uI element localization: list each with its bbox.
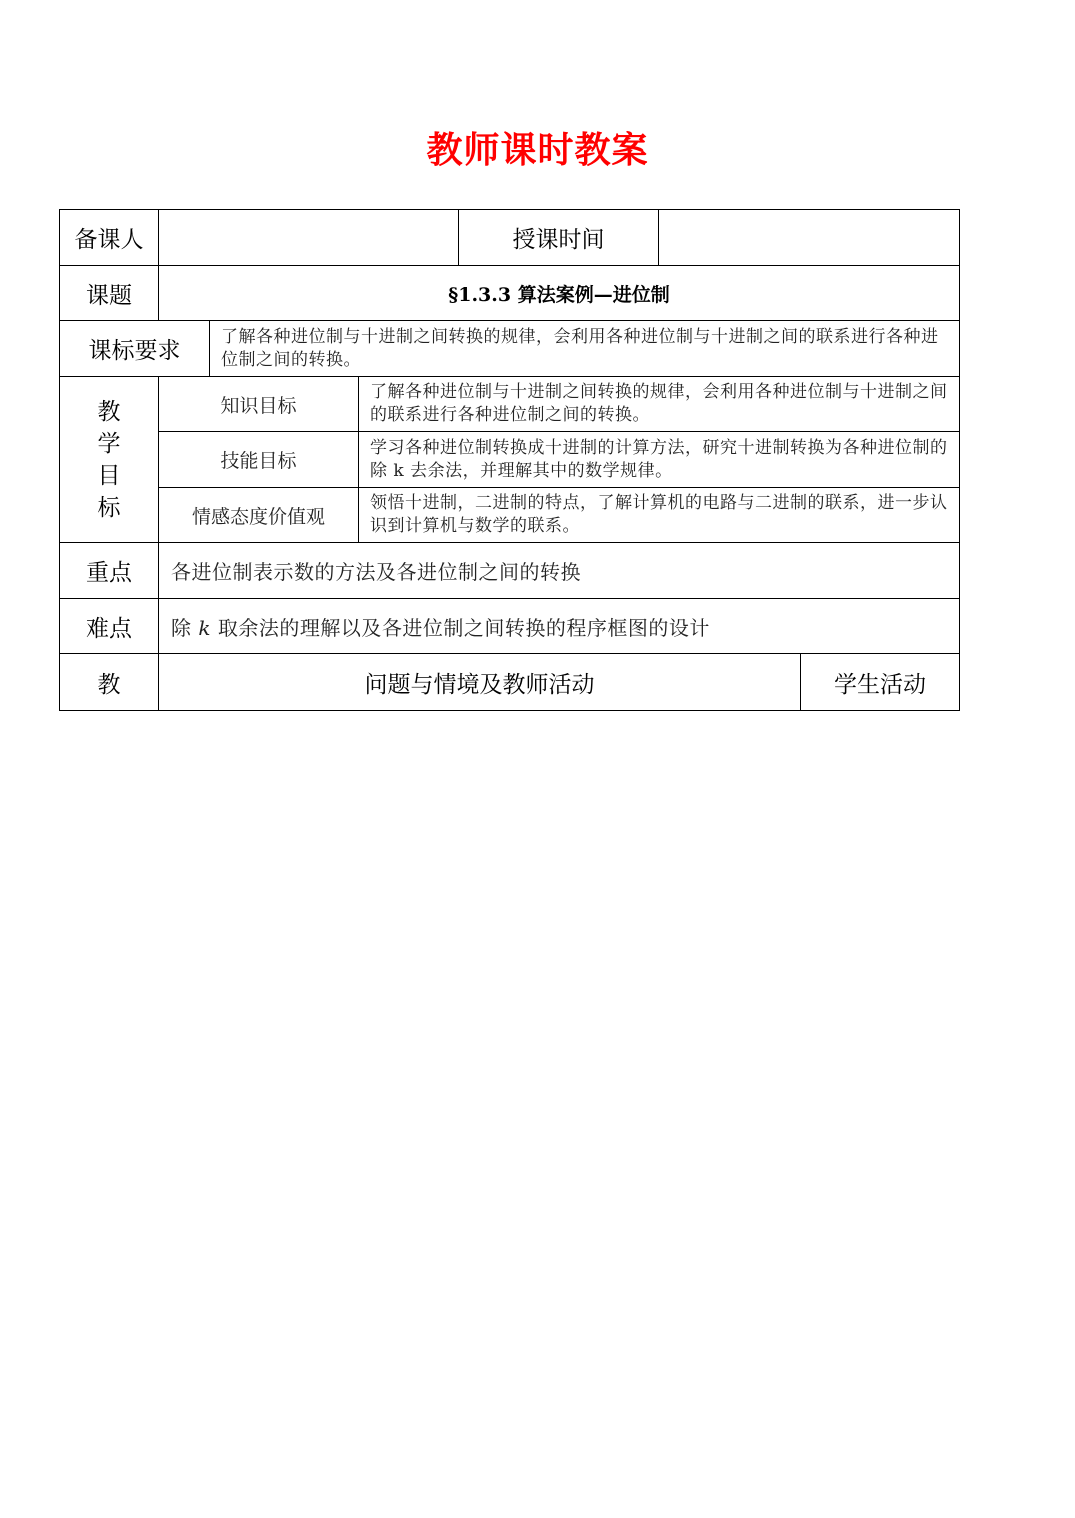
attitude-objective-text: 领悟十进制，二进制的特点，了解计算机的电路与二进制的联系，进一步认识到计算机与数学的联系。	[359, 488, 960, 543]
page-title: 教师课时教案	[426, 130, 649, 171]
objective-row-skill	[60, 432, 960, 488]
difficulty-label: 难点	[60, 599, 159, 654]
knowledge-objective-text: 了解各种进位制与十进制之间转换的规律，会利用各种进位制与十进制之间的联系进行各种进位制之间的转换。	[359, 377, 960, 432]
k-variable: k	[198, 615, 211, 640]
objectives-char: 目	[97, 462, 121, 489]
objectives-char: 标	[97, 494, 121, 521]
difficulty-text	[159, 599, 960, 654]
skill-objective-label: 技能目标	[159, 432, 359, 488]
difficulty-row	[60, 599, 960, 654]
key-point-row	[60, 543, 960, 599]
preparer-value[interactable]	[159, 210, 459, 266]
objective-row-knowledge	[60, 377, 960, 432]
objectives-char: 教	[97, 398, 121, 425]
key-point-label: 重点	[60, 543, 159, 599]
attitude-objective-label: 情感态度价值观	[159, 488, 359, 543]
curriculum-label: 课标要求	[60, 321, 210, 377]
topic-value: §1.3.3 算法案例—进位制	[159, 266, 960, 321]
teaching-time-label: 授课时间	[459, 210, 659, 266]
curriculum-text: 了解各种进位制与十进制之间转换的规律，会利用各种进位制与十进制之间的联系进行各种进位制之间的转换。	[210, 321, 960, 377]
teaching-time-value[interactable]	[659, 210, 960, 266]
teacher-activity-header: 问题与情境及教师活动	[159, 654, 801, 711]
objectives-char: 学	[97, 430, 121, 457]
key-point-text: 各进位制表示数的方法及各进位制之间的转换	[159, 543, 960, 599]
process-label: 教	[60, 654, 159, 711]
teaching-objectives-label	[60, 377, 159, 543]
header-row	[60, 210, 960, 266]
process-header-row	[60, 654, 960, 711]
curriculum-row	[60, 321, 960, 377]
objective-row-attitude	[60, 488, 960, 543]
topic-label: 课题	[60, 266, 159, 321]
lesson-plan-table	[59, 209, 960, 711]
knowledge-objective-label: 知识目标	[159, 377, 359, 432]
preparer-label: 备课人	[60, 210, 159, 266]
difficulty-prefix: 除	[171, 615, 192, 640]
skill-objective-text: 学习各种进位制转换成十进制的计算方法，研究十进制转换为各种进位制的除 k 去余法，并理解其中的数学规律。	[359, 432, 960, 488]
difficulty-suffix: 取余法的理解以及各进位制之间转换的程序框图的设计	[217, 615, 710, 640]
topic-row	[60, 266, 960, 321]
student-activity-header: 学生活动	[801, 654, 960, 711]
